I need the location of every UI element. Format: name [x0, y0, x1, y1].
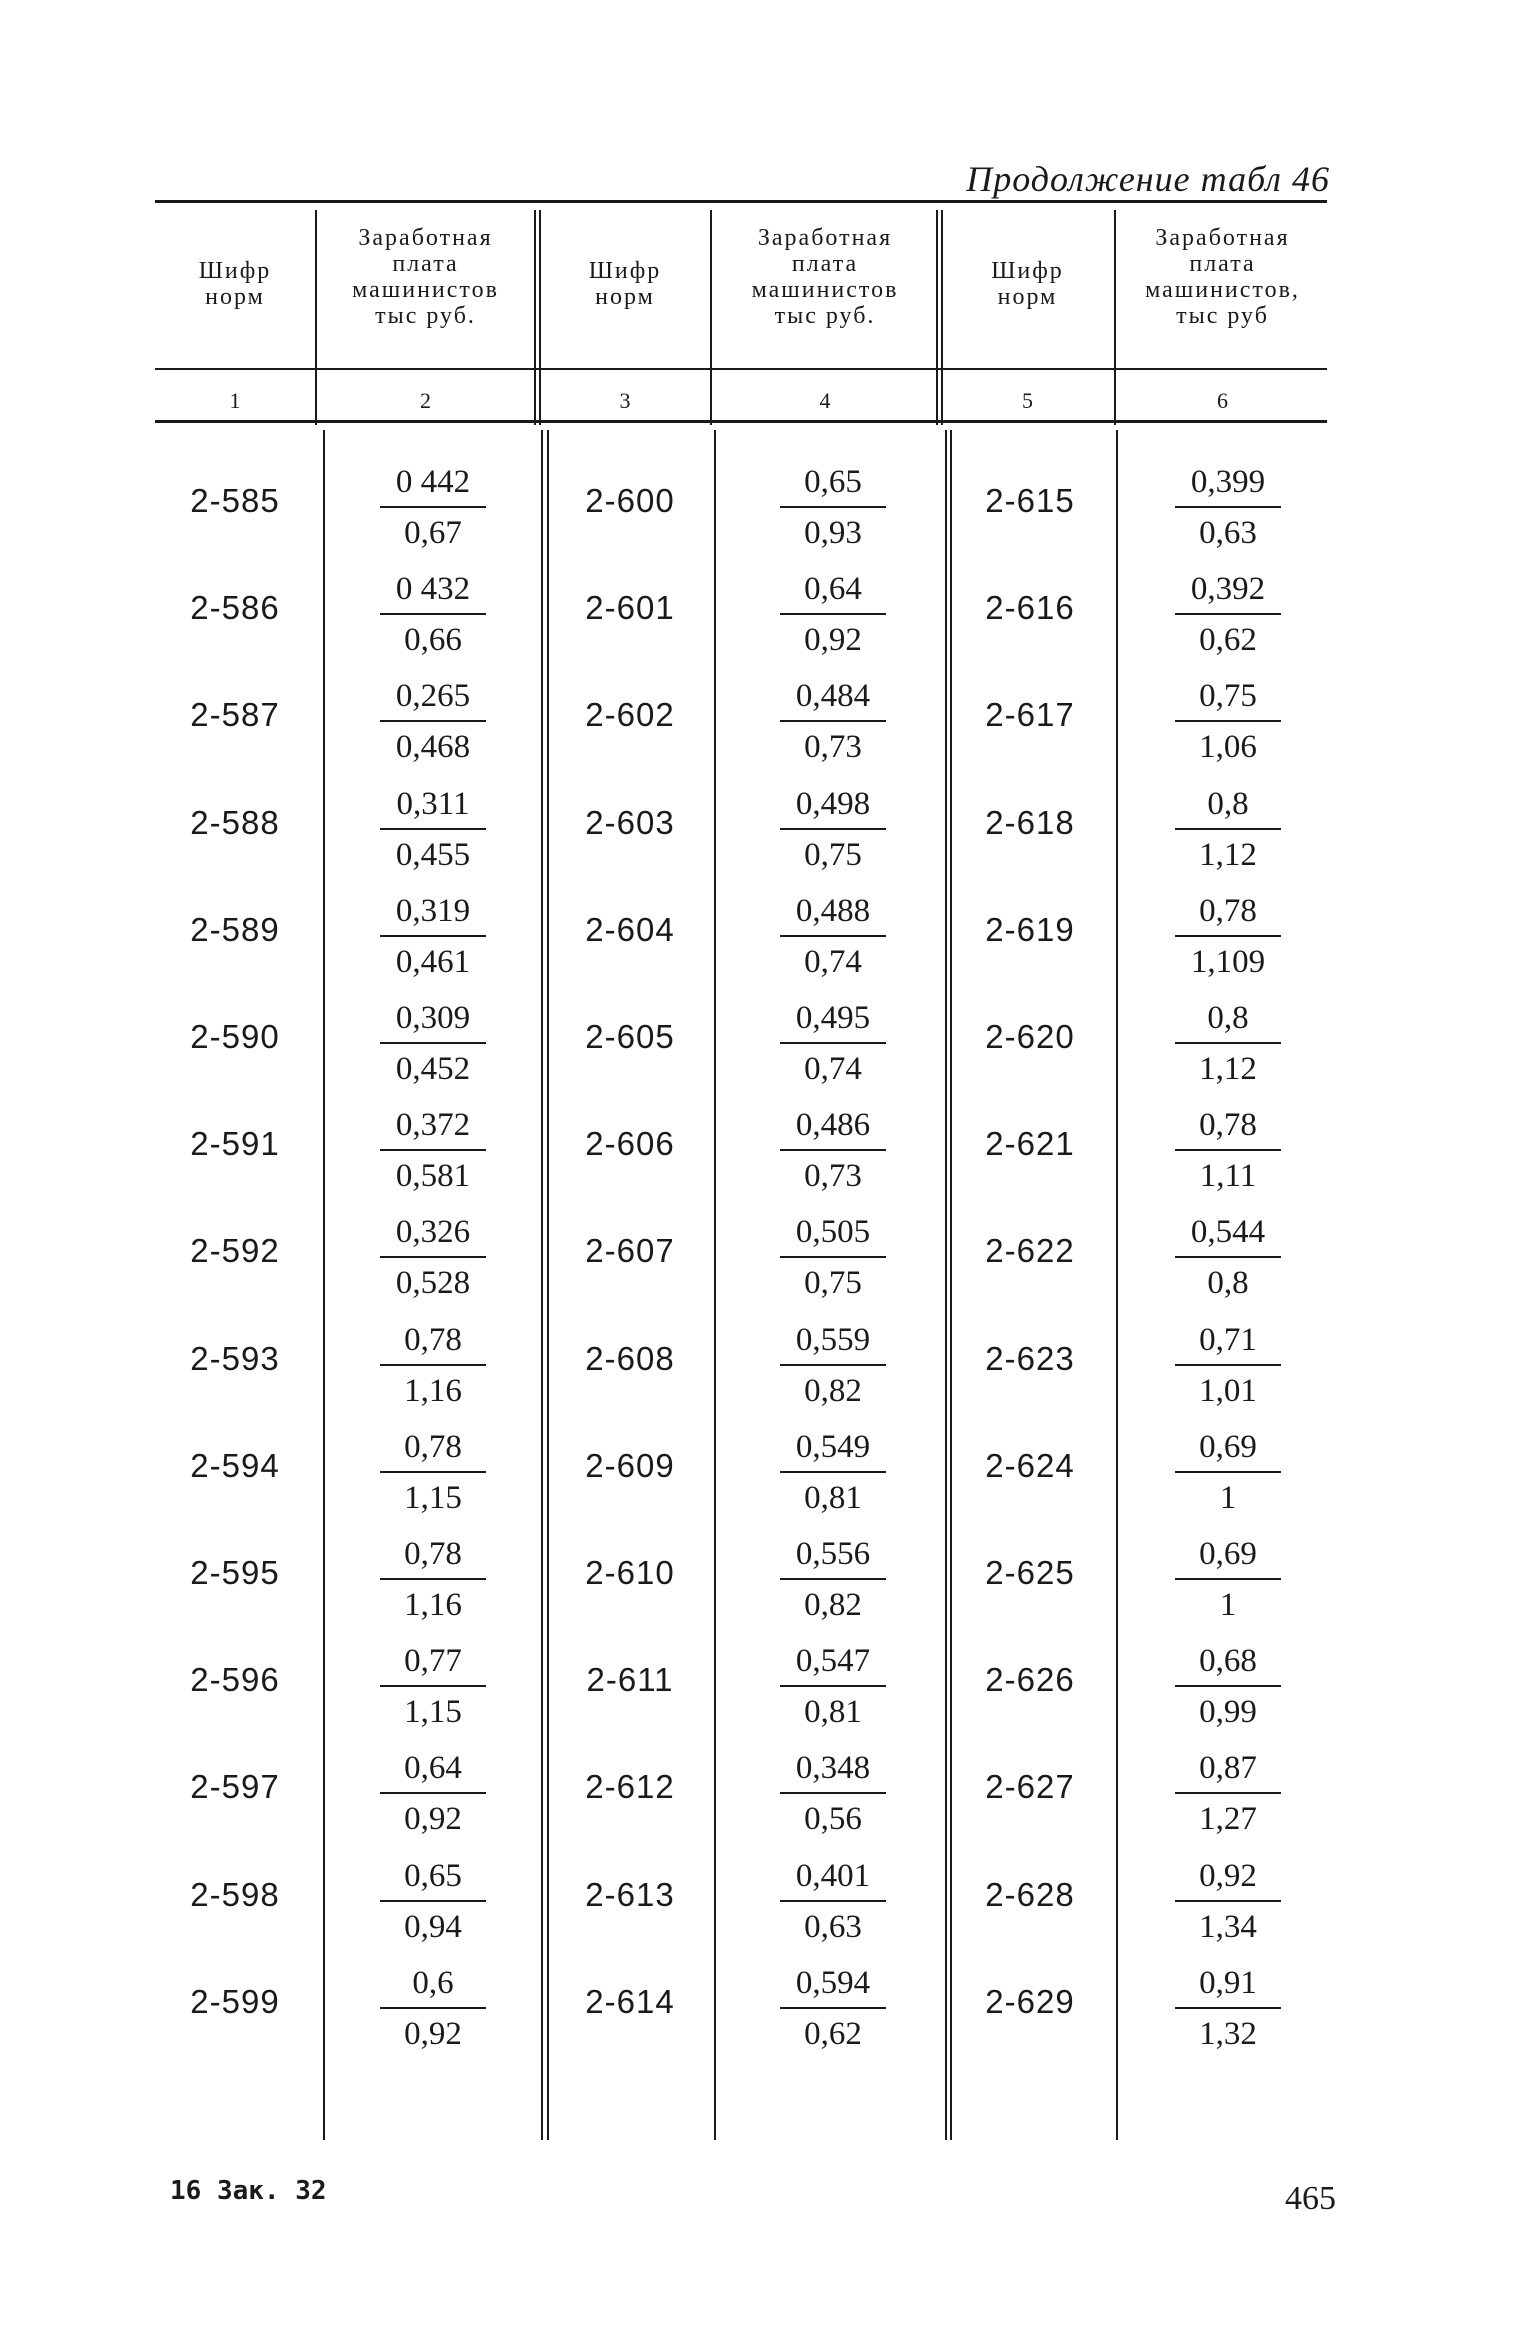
wage-fraction: [758, 1641, 908, 1731]
column-divider: [315, 210, 317, 425]
fraction-denominator: 1,06: [1199, 729, 1257, 766]
fraction-denominator: 0,62: [804, 2015, 862, 2052]
wage-fraction: [358, 1856, 508, 1946]
header-code-2: [540, 258, 710, 310]
wage-fraction: [758, 891, 908, 981]
fraction-denominator: 0,528: [395, 1265, 471, 1302]
column-number: 4: [819, 388, 831, 413]
norm-code: 2-611: [586, 1661, 674, 1699]
fraction-numerator: 0,68: [1199, 1643, 1257, 1680]
fraction-numerator: 0,559: [795, 1321, 871, 1358]
wage-fraction: [758, 569, 908, 659]
fraction-numerator: 0,65: [804, 464, 862, 500]
header-line: Шифр: [588, 258, 662, 284]
wage-fraction: [1153, 1212, 1303, 1302]
column-divider: [710, 210, 712, 425]
wage-fraction: [358, 998, 508, 1088]
wage-fraction: [758, 1105, 908, 1195]
header-line: Шифр: [991, 258, 1064, 284]
norm-code: 2-628: [985, 1875, 1075, 1913]
norm-code: 2-598: [190, 1875, 280, 1913]
fraction-numerator: 0,78: [404, 1428, 462, 1465]
column-number: 2: [420, 388, 431, 413]
fraction-numerator: 0,87: [1199, 1750, 1257, 1787]
fraction-denominator: 1,15: [404, 1694, 462, 1731]
fraction-denominator: 0,73: [804, 729, 862, 766]
header-line: плата: [392, 251, 459, 277]
norm-code: 2-589: [190, 910, 280, 948]
fraction-denominator: 0,75: [804, 1265, 862, 1302]
table-top-rule: [155, 200, 1327, 203]
column-number: 5: [1022, 388, 1033, 413]
fraction-numerator: 0,78: [1199, 892, 1257, 929]
norm-code: 2-612: [585, 1768, 675, 1806]
column-number: 1: [229, 388, 241, 413]
wage-fraction: [758, 998, 908, 1088]
norm-code: 2-625: [985, 1554, 1075, 1591]
fraction-denominator: 1,16: [404, 1587, 462, 1623]
fraction-denominator: 0,81: [804, 1479, 862, 1516]
fraction-denominator: 0,455: [395, 836, 471, 873]
fraction-denominator: 1,11: [1199, 1158, 1257, 1195]
norm-code: 2-609: [585, 1446, 675, 1484]
norm-code: 2-590: [190, 1018, 280, 1055]
fraction-denominator: 0,8: [1207, 1265, 1249, 1302]
column-number-rule: [155, 420, 1327, 423]
header-line: машинистов: [352, 277, 499, 303]
header-line: норм: [997, 284, 1058, 310]
fraction-numerator: 0,78: [404, 1321, 462, 1358]
wage-fraction: [1153, 998, 1303, 1088]
wage-fraction: [1153, 1748, 1303, 1838]
fraction-numerator: 0,505: [795, 1214, 871, 1251]
wage-fraction: [758, 1534, 908, 1624]
column-divider: [1116, 430, 1118, 2140]
wage-fraction: [758, 784, 908, 874]
wage-fraction: [1153, 569, 1303, 659]
fraction-denominator: 1,27: [1199, 1801, 1257, 1838]
wage-fraction: [358, 1212, 508, 1302]
norm-code: 2-613: [585, 1875, 675, 1913]
fraction-numerator: 0,594: [795, 1964, 871, 2001]
fraction-denominator: 0,81: [804, 1694, 862, 1731]
column-number: 3: [619, 388, 631, 413]
fraction-denominator: 0,82: [804, 1372, 862, 1409]
wage-fraction: [1153, 784, 1303, 874]
norm-code: 2-604: [585, 910, 675, 948]
fraction-numerator: 0,319: [395, 892, 471, 929]
fraction-numerator: 0,64: [804, 571, 862, 608]
fraction-numerator: 0,484: [795, 678, 871, 715]
norm-code: 2-629: [985, 1982, 1075, 2020]
fraction-numerator: 0,65: [404, 1857, 462, 1894]
fraction-denominator: 0,63: [804, 1908, 862, 1945]
wage-fraction: [758, 1856, 908, 1946]
column-divider: [936, 210, 938, 425]
wage-fraction: [1153, 1856, 1303, 1946]
page-number: 465: [1285, 2180, 1336, 2217]
fraction-denominator: 0,62: [1199, 622, 1257, 659]
wage-fraction: [358, 1320, 508, 1410]
norm-code: 2-594: [190, 1446, 280, 1484]
fraction-numerator: 0,372: [395, 1107, 471, 1144]
fraction-denominator: 0,581: [395, 1158, 471, 1195]
fraction-numerator: 0,91: [1199, 1964, 1257, 2001]
header-line: машинистов: [751, 277, 899, 303]
wage-fraction: [358, 1748, 508, 1838]
fraction-numerator: 0,486: [795, 1107, 871, 1144]
column-number: 6: [1217, 388, 1228, 413]
norm-code: 2-624: [985, 1446, 1075, 1484]
fraction-numerator: 0,77: [404, 1643, 462, 1680]
norm-code: 2-585: [190, 482, 280, 519]
header-line: тыс руб.: [375, 303, 476, 329]
fraction-denominator: 0,461: [395, 943, 471, 980]
fraction-numerator: 0,265: [395, 678, 471, 715]
fraction-numerator: 0,78: [1199, 1107, 1257, 1144]
fraction-numerator: 0,556: [795, 1536, 871, 1572]
column-divider: [534, 210, 536, 425]
fraction-denominator: 1: [1219, 1479, 1237, 1516]
fraction-numerator: 0,392: [1190, 571, 1266, 608]
fraction-numerator: 0,488: [795, 892, 871, 929]
norm-code: 2-622: [985, 1232, 1075, 1270]
wage-fraction: [758, 1748, 908, 1838]
norm-code: 2-614: [585, 1982, 675, 2020]
wage-fraction: [358, 462, 508, 552]
fraction-numerator: 0,348: [795, 1750, 871, 1787]
wage-fraction: [1153, 676, 1303, 766]
header-wage-2: [715, 225, 935, 329]
header-line: норм: [205, 284, 265, 310]
norm-code: 2-627: [985, 1768, 1075, 1806]
column-divider: [541, 430, 543, 2140]
norm-code: 2-620: [985, 1018, 1075, 1055]
fraction-numerator: 0,498: [795, 785, 871, 822]
fraction-numerator: 0,71: [1199, 1321, 1257, 1358]
wage-fraction: [1153, 1427, 1303, 1517]
wage-fraction: [358, 784, 508, 874]
norm-code: 2-626: [985, 1661, 1075, 1699]
header-line: норм: [595, 284, 655, 310]
wage-fraction: [1153, 462, 1303, 552]
wage-fraction: [1153, 1641, 1303, 1731]
fraction-denominator: 1,12: [1199, 836, 1257, 873]
wage-fraction: [358, 891, 508, 981]
wage-fraction: [1153, 891, 1303, 981]
fraction-denominator: 0,92: [404, 1801, 462, 1838]
fraction-numerator: 0,311: [396, 785, 470, 822]
fraction-denominator: 0,73: [804, 1158, 862, 1195]
fraction-numerator: 0 442: [395, 464, 471, 500]
header-wage-1: [318, 225, 533, 329]
fraction-denominator: 1: [1219, 1587, 1237, 1623]
wage-fraction: [358, 1963, 508, 2053]
fraction-denominator: 1,32: [1199, 2015, 1257, 2052]
header-code-1: [155, 258, 315, 310]
norm-code: 2-602: [585, 696, 675, 734]
norm-code: 2-600: [585, 482, 675, 519]
fraction-denominator: 0,82: [804, 1587, 862, 1623]
fraction-numerator: 0,64: [404, 1750, 462, 1787]
norm-code: 2-588: [190, 803, 280, 841]
wage-fraction: [358, 1641, 508, 1731]
wage-fraction: [358, 1105, 508, 1195]
fraction-denominator: 0,468: [395, 729, 471, 766]
fraction-denominator: 1,15: [404, 1479, 462, 1516]
fraction-denominator: 0,74: [804, 1051, 862, 1087]
fraction-denominator: 0,92: [404, 2015, 462, 2052]
norm-code: 2-597: [190, 1768, 280, 1806]
header-line: тыс руб.: [774, 303, 876, 329]
norm-code: 2-591: [190, 1125, 280, 1163]
wage-fraction: [358, 676, 508, 766]
wage-fraction: [758, 1427, 908, 1517]
norm-code: 2-596: [190, 1661, 280, 1699]
fraction-denominator: 1,16: [404, 1372, 462, 1409]
fraction-denominator: 0,94: [404, 1908, 462, 1945]
fraction-denominator: 1,01: [1199, 1372, 1257, 1409]
fraction-numerator: 0,547: [795, 1643, 871, 1680]
fraction-numerator: 0,8: [1207, 785, 1249, 822]
table-caption: Продолжение табл 46: [966, 159, 1330, 199]
fraction-numerator: 0,309: [395, 1000, 471, 1036]
fraction-numerator: 0,326: [395, 1214, 471, 1251]
fraction-numerator: 0 432: [395, 571, 471, 608]
column-divider: [323, 430, 325, 2140]
norm-code: 2-601: [585, 589, 675, 627]
fraction-denominator: 0,92: [804, 622, 862, 659]
norm-code: 2-587: [190, 696, 280, 734]
wage-fraction: [1153, 1320, 1303, 1410]
fraction-numerator: 0,8: [1207, 1000, 1249, 1036]
norm-code: 2-606: [585, 1125, 675, 1163]
fraction-denominator: 0,93: [804, 515, 862, 551]
header-line: Заработная: [757, 225, 893, 251]
fraction-denominator: 1,109: [1190, 943, 1266, 980]
norm-code: 2-593: [190, 1339, 280, 1377]
norm-code: 2-610: [585, 1554, 675, 1591]
header-line: Заработная: [358, 225, 493, 251]
fraction-denominator: 0,66: [404, 622, 462, 659]
norm-code: 2-618: [985, 803, 1075, 841]
norm-code: 2-595: [190, 1554, 280, 1591]
fraction-numerator: 0,69: [1199, 1428, 1257, 1465]
norm-code: 2-586: [190, 589, 280, 627]
header-line: плата: [1189, 251, 1256, 277]
wage-fraction: [358, 1427, 508, 1517]
fraction-denominator: 0,63: [1199, 515, 1257, 551]
fraction-denominator: 0,67: [404, 515, 462, 551]
norm-code: 2-608: [585, 1339, 675, 1377]
wage-fraction: [758, 462, 908, 552]
header-line: тыс руб: [1176, 303, 1269, 329]
header-wage-3: [1120, 225, 1325, 329]
norm-code: 2-623: [985, 1339, 1075, 1377]
fraction-denominator: 1,34: [1199, 1908, 1257, 1945]
header-line: плата: [791, 251, 859, 277]
fraction-denominator: 0,75: [804, 836, 862, 873]
wage-fraction: [758, 1963, 908, 2053]
wage-fraction: [358, 1534, 508, 1624]
fraction-numerator: 0,92: [1199, 1857, 1257, 1894]
norm-code: 2-616: [985, 589, 1075, 627]
norm-code: 2-621: [985, 1125, 1075, 1163]
norm-code: 2-592: [190, 1232, 280, 1270]
fraction-numerator: 0,495: [795, 1000, 871, 1036]
header-line: Заработная: [1155, 225, 1290, 251]
fraction-numerator: 0,544: [1190, 1214, 1266, 1251]
norm-code: 2-617: [985, 696, 1075, 734]
wage-fraction: [1153, 1105, 1303, 1195]
fraction-numerator: 0,399: [1190, 464, 1266, 500]
fraction-numerator: 0,549: [795, 1428, 871, 1465]
fraction-numerator: 0,78: [404, 1536, 462, 1572]
norm-code: 2-615: [985, 482, 1075, 519]
header-code-3: [940, 258, 1115, 310]
fraction-denominator: 0,99: [1199, 1694, 1257, 1731]
header-line: Шифр: [198, 258, 272, 284]
wage-fraction: [1153, 1963, 1303, 2053]
header-line: машинистов,: [1145, 277, 1300, 303]
norm-code: 2-599: [190, 1982, 280, 2020]
wage-fraction: [358, 569, 508, 659]
wage-fraction: [1153, 1534, 1303, 1624]
fraction-denominator: 1,12: [1199, 1051, 1257, 1087]
print-order-note: 16 Зак. 32: [170, 2176, 327, 2206]
norm-code: 2-605: [585, 1018, 675, 1055]
norm-code: 2-607: [585, 1232, 675, 1270]
wage-fraction: [758, 1320, 908, 1410]
fraction-numerator: 0,6: [412, 1964, 454, 2001]
wage-fraction: [758, 676, 908, 766]
fraction-numerator: 0,69: [1199, 1536, 1257, 1572]
fraction-numerator: 0,75: [1199, 678, 1257, 715]
fraction-denominator: 0,452: [395, 1051, 471, 1087]
fraction-denominator: 0,74: [804, 943, 862, 980]
fraction-numerator: 0,401: [795, 1857, 871, 1894]
header-bottom-rule: [155, 368, 1327, 370]
fraction-denominator: 0,56: [804, 1801, 862, 1838]
norm-code: 2-603: [585, 803, 675, 841]
wage-fraction: [758, 1212, 908, 1302]
norm-code: 2-619: [985, 910, 1075, 948]
